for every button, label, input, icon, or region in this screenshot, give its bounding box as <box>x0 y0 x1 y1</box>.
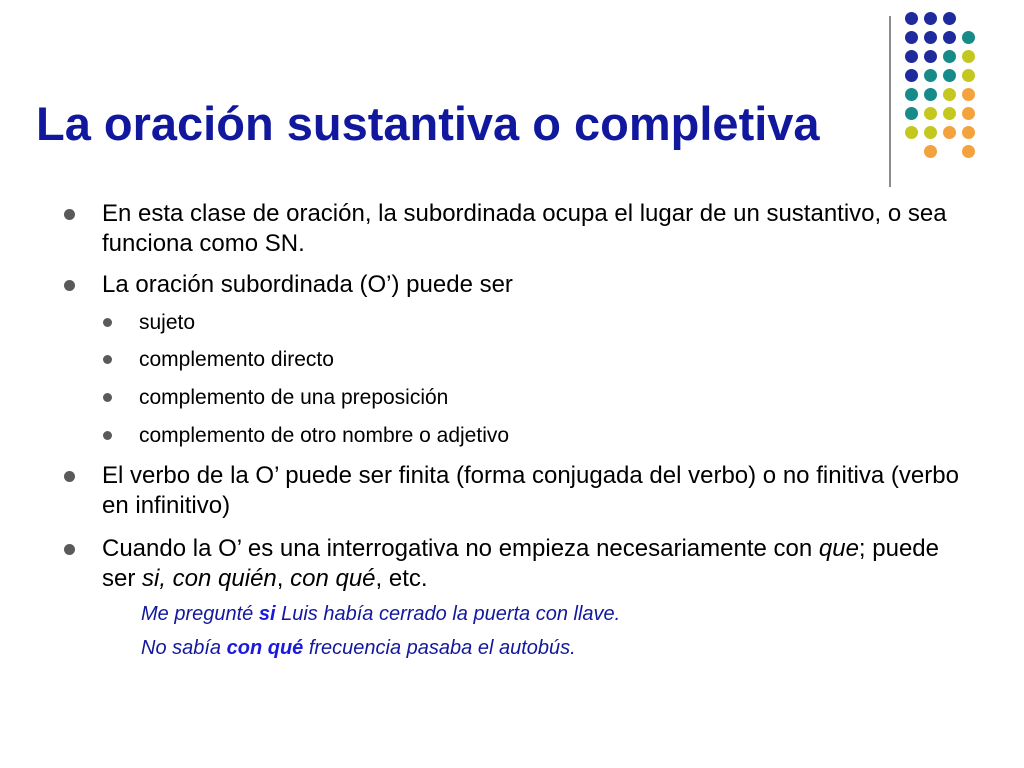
example-text: frecuencia pasaba el autobús. <box>303 637 576 659</box>
sub-bullet-text: complemento de una preposición <box>139 386 449 409</box>
text-segment: , <box>276 565 291 592</box>
sub-bullet-item-4 <box>139 423 939 449</box>
text-segment: , etc. <box>375 565 428 592</box>
example-highlight: si <box>258 603 276 625</box>
sub-bullet-dot-icon <box>103 393 112 402</box>
bullet-item-2 <box>102 270 962 300</box>
bullet-dot-icon <box>64 471 75 482</box>
sub-bullet-dot-icon <box>103 431 112 440</box>
sub-bullet-text: complemento directo <box>139 348 334 371</box>
text-segment-italic: que <box>818 535 859 562</box>
example-text: No sabía <box>141 637 227 659</box>
sub-bullet-item-2 <box>139 347 939 373</box>
text-segment-italic: con qué <box>290 565 376 592</box>
slide-title: La oración sustantiva o completiva <box>36 97 820 150</box>
sub-bullet-dot-icon <box>103 355 112 364</box>
bullet-dot-icon <box>64 209 75 220</box>
text-segment-italic: si, con quién <box>142 565 277 592</box>
bullet-dot-icon <box>64 280 75 291</box>
example-text: Luis había cerrado la puerta con llave. <box>275 603 621 625</box>
sub-bullet-item-1 <box>139 310 939 336</box>
bullet-text: El verbo de la O’ puede ser finita (forma conjugada del verbo) o no finitiva (verbo en infinitivo) <box>102 462 959 519</box>
text-segment: ; puede ser <box>102 535 939 592</box>
sub-bullet-item-3 <box>139 385 939 411</box>
bullet-item-1 <box>102 199 962 259</box>
bullet-text: La oración subordinada (O’) puede ser <box>102 271 513 298</box>
bullet-item-3 <box>102 461 962 521</box>
example-sentence-2 <box>141 635 961 661</box>
text-segment: Cuando la O’ es una interrogativa no empieza necesariamente con <box>102 535 819 562</box>
sub-bullet-text: sujeto <box>139 311 196 334</box>
sub-bullet-dot-icon <box>103 318 112 327</box>
example-text: Me pregunté <box>141 603 259 625</box>
bullet-item-4 <box>102 534 962 594</box>
bullet-text <box>102 535 939 592</box>
bullet-dot-icon <box>64 544 75 555</box>
bullet-text: En esta clase de oración, la subordinada ocupa el lugar de un sustantivo, o sea funciona como SN. <box>102 200 947 257</box>
example-highlight: con qué <box>226 637 304 659</box>
sub-bullet-text: complemento de otro nombre o adjetivo <box>139 424 510 447</box>
example-sentence-1 <box>141 601 961 627</box>
